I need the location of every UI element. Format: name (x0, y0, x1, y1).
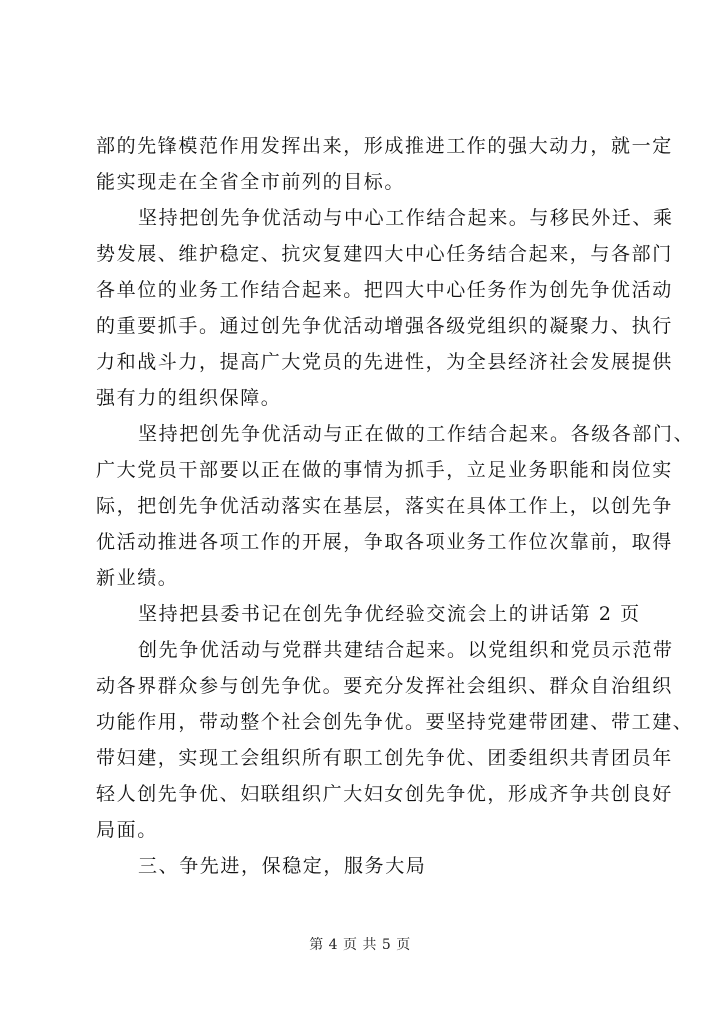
text-line: 势发展、维护稳定、抗灾复建四大中心任务结合起来，与各部门 (96, 243, 673, 265)
text-line: 力和战斗力，提高广大党员的先进性，为全县经济社会发展提供 (96, 351, 673, 373)
text-line: 创先争优活动与党群共建结合起来。以党组织和党员示范带 (138, 639, 674, 661)
document-body (96, 128, 695, 884)
text-line: 新业绩。 (96, 567, 179, 589)
text-line: 三、争先进，保稳定，服务大局 (138, 855, 427, 877)
text-line: 局面。 (96, 819, 158, 841)
text-line: 动各界群众参与创先争优。要充分发挥社会组织、群众自治组织 (96, 675, 673, 697)
text-line: 轻人创先争优、妇联组织广大妇女创先争优，形成齐争共创良好 (96, 783, 673, 805)
text-line: 坚持把创先争优活动与中心工作结合起来。与移民外迁、乘 (138, 207, 674, 229)
text-line: 强有力的组织保障。 (96, 387, 282, 409)
paragraph-continuation (96, 128, 673, 200)
text-line: 带妇建，实现工会组织所有职工创先争优、团委组织共青团员年 (96, 747, 673, 769)
paragraph-current-work (96, 416, 695, 596)
text-line: 坚持把创先争优活动与正在做的工作结合起来。各级各部门、 (138, 423, 695, 445)
section-heading (96, 848, 636, 884)
text-line: 的重要抓手。通过创先争优活动增强各级党组织的凝聚力、执行 (96, 315, 673, 337)
page-footer: 第 4 页 共 5 页 (309, 937, 411, 953)
text-line: 部的先锋模范作用发挥出来，形成推进工作的强大动力，就一定 (96, 135, 673, 157)
paragraph-party-mass (96, 632, 694, 848)
paragraph-page-break-line (96, 596, 641, 632)
text-line: 功能作用，带动整个社会创先争优。要坚持党建带团建、带工建、 (96, 711, 694, 733)
paragraph-central-work (96, 200, 674, 416)
text-line: 优活动推进各项工作的开展，争取各项业务工作位次靠前，取得 (96, 531, 673, 553)
text-line: 际，把创先争优活动落实在基层，落实在具体工作上，以创先争 (96, 495, 673, 517)
text-line: 能实现走在全省全市前列的目标。 (96, 171, 406, 193)
text-line: 广大党员干部要以正在做的事情为抓手，立足业务职能和岗位实 (96, 459, 673, 481)
text-line: 各单位的业务工作结合起来。把四大中心任务作为创先争优活动 (96, 279, 673, 301)
text-line: 坚持把县委书记在创先争优经验交流会上的讲话第 2 页 (138, 603, 641, 625)
